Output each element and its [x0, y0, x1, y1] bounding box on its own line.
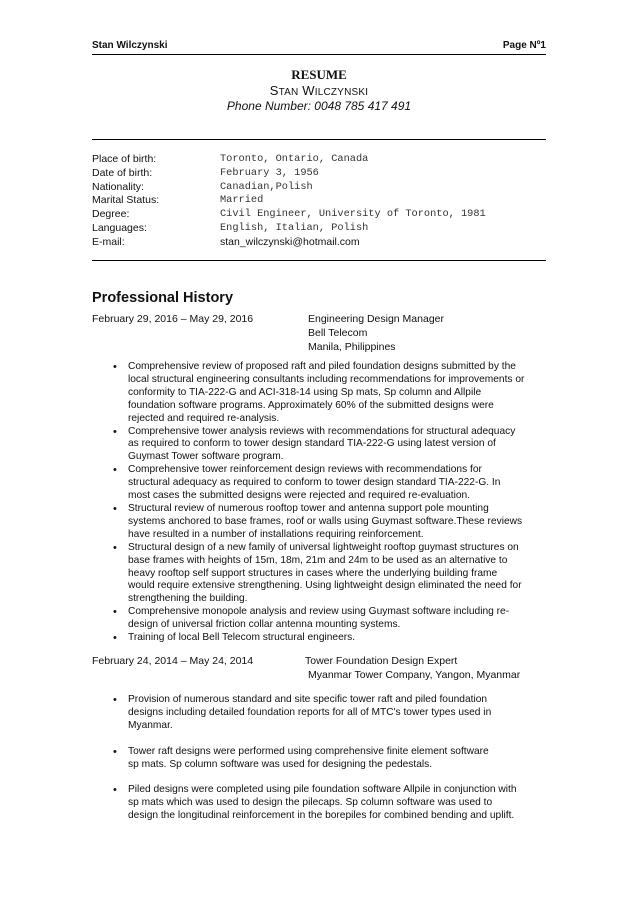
job-bullets	[92, 361, 552, 645]
header-page-number: Page Nº1	[502, 40, 546, 51]
bullet-line: • Tower raft designs were performed using comprehensive finite element software	[128, 745, 489, 757]
bullet-line: sp mats. Sp column software was used for designing the pedestals.	[128, 758, 433, 770]
personal-info	[92, 153, 546, 250]
bullet-line: • Training of local Bell Telecom structural engineers.	[128, 632, 356, 644]
info-value: February 3, 1956	[220, 166, 319, 179]
divider-top	[92, 139, 546, 140]
job-location: Manila, Philippines	[308, 340, 396, 353]
info-value: Toronto, Ontario, Canada	[220, 153, 369, 165]
bullet-line: Myanmar.	[128, 719, 173, 731]
bullet-line: foundation software programs. Approximately 60% of the submitted designs were	[128, 399, 494, 411]
divider-bottom	[92, 260, 546, 261]
job-company: Bell Telecom	[308, 326, 368, 339]
bullet-line: local structural engineering consultants including recommendations for improvements or	[128, 373, 525, 385]
name-last-initial: W	[302, 83, 315, 98]
bullet-line: designs including detailed foundation reports for all of MTC's tower types used in	[128, 706, 492, 718]
bullet-line: would require extensive strengthening. Using lightweight design eliminated the need for	[128, 580, 522, 592]
list-item	[92, 361, 552, 426]
info-label: Languages:	[92, 221, 147, 234]
bullet-line: base frames with heights of 15m, 18m, 21m and 24m to be used as an alternative to	[128, 554, 508, 566]
info-label: Degree:	[92, 208, 130, 221]
name-first-initial: S	[269, 83, 279, 98]
list-item	[92, 503, 552, 542]
bullet-line: systems anchored to base frames, roof or walls using Guymast software.These reviews	[128, 515, 523, 527]
bullet-line: heavy rooftop self support structures in cases where the underlying building frame	[128, 567, 498, 579]
bullet-line: most cases the submitted designs were rejected and required re-evaluation.	[128, 490, 471, 502]
bullet-line: • Provision of numerous standard and site specific tower raft and piled foundation	[128, 694, 488, 705]
job-title: Tower Foundation Design Expert	[305, 655, 458, 667]
info-label: Nationality:	[92, 180, 144, 193]
list-item	[92, 426, 552, 465]
bullet-line: • Structural design of a new family of universal lightweight rooftop guymast structures on	[128, 541, 519, 553]
name-first-rest: TAN	[278, 87, 299, 98]
list-item	[92, 542, 552, 607]
job-title: Engineering Design Manager	[308, 313, 445, 325]
job-role	[308, 313, 444, 354]
info-label: Place of birth:	[92, 153, 157, 165]
bullet-line: Guymast Tower software program.	[128, 451, 284, 463]
name-last-rest: ILCZYNSKI	[314, 87, 369, 98]
resume-name	[0, 83, 638, 98]
bullet-line: conformity to TIA-222-G and ACI-318-14 using Sp mats, Sp column and Allpile	[128, 386, 482, 398]
list-item	[92, 464, 552, 503]
bullet-line: design the longitudinal reinforcement in the borepiles for combined bending and uplift.	[128, 810, 515, 822]
list-item	[92, 694, 552, 733]
bullet-line: • Comprehensive monopole analysis and review using Guymast software including re-	[128, 606, 510, 618]
info-label: Date of birth:	[92, 166, 153, 179]
bullet-line: • Comprehensive tower analysis reviews with recommendations for structural adequacy	[128, 425, 516, 437]
info-row-nationality	[92, 181, 546, 195]
resume-title: RESUME	[291, 67, 347, 82]
phone-number: Phone Number: 0048 785 417 491	[226, 99, 412, 113]
bullet-line: sp mats which was used to design the pilecaps. Sp column software was used to	[128, 797, 493, 809]
job-dates: February 24, 2014 – May 24, 2014	[92, 655, 254, 667]
bullet-line: • Comprehensive review of proposed raft and piled foundation designs submitted by the	[128, 361, 516, 372]
info-row-date-of-birth	[92, 167, 546, 181]
bullet-line: • Comprehensive tower reinforcement design reviews with recommendations for	[128, 464, 482, 476]
bullet-line: • Piled designs were completed using pile foundation software Allpile in conjunction with	[128, 784, 517, 796]
info-label: Marital Status:	[92, 194, 160, 207]
list-item	[92, 746, 552, 772]
info-value: Civil Engineer, University of Toronto, 1981	[220, 208, 486, 221]
email-link[interactable]: stan_wilczynski@hotmail.com	[220, 235, 360, 248]
info-label: E-mail:	[92, 235, 125, 248]
list-item	[92, 632, 552, 645]
bullet-line: • Structural review of numerous rooftop tower and antenna support pole mounting	[128, 502, 489, 514]
bullet-line: have resulted in a number of installations requiring reinforcement.	[128, 528, 424, 540]
info-row-place-of-birth	[92, 153, 546, 167]
job-role	[305, 655, 520, 683]
info-value: Canadian,Polish	[220, 180, 313, 193]
list-item	[92, 606, 552, 632]
header-author: Stan Wilczynski	[92, 40, 168, 51]
bullet-line: design of universal friction collar antenna mounting systems.	[128, 619, 401, 631]
section-title: Professional History	[92, 290, 234, 306]
page-header	[92, 40, 546, 55]
bullet-line: rejected and required re-analysis.	[128, 412, 280, 424]
info-row-degree	[92, 208, 546, 222]
job-bullets	[92, 694, 552, 823]
info-row-email	[92, 236, 546, 250]
bullet-line: structural adequacy as required to conform to tower design standard TIA-222-G. In	[128, 477, 501, 489]
list-item	[92, 784, 552, 823]
bullet-line: strengthening the building.	[128, 593, 248, 605]
job-company: Myanmar Tower Company, Yangon, Myanmar	[308, 668, 521, 681]
bullet-line: as required to conform to tower design standard TIA-222-G using latest version of	[128, 438, 496, 450]
info-value: Married	[220, 194, 264, 207]
info-row-languages	[92, 222, 546, 236]
info-row-marital-status	[92, 194, 546, 208]
job-dates: February 29, 2016 – May 29, 2016	[92, 313, 254, 325]
info-value: English, Italian, Polish	[220, 221, 369, 234]
